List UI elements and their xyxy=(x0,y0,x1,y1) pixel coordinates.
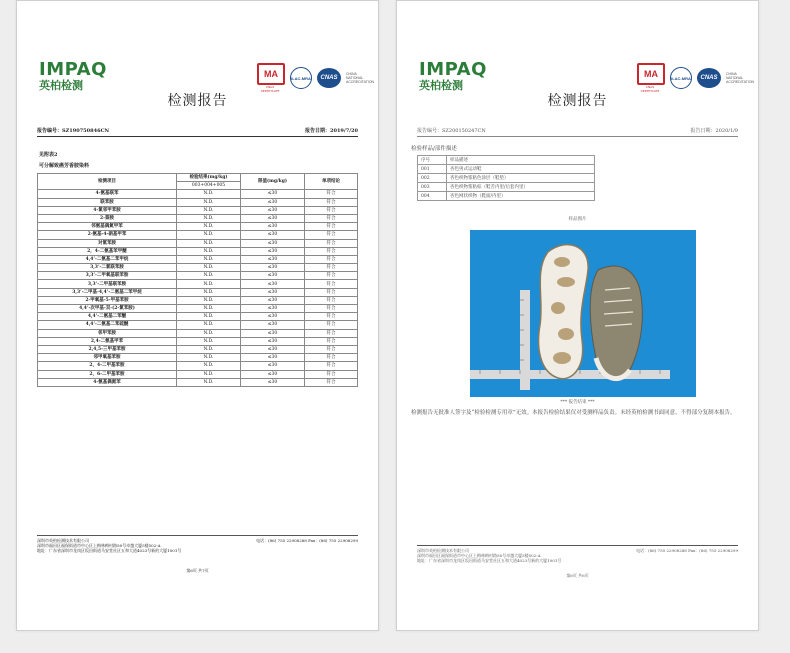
report-title: 检测报告 xyxy=(547,93,608,109)
item-cell: 邻氨基偶氮甲苯 xyxy=(38,223,177,231)
footer-address-2: 地址：广东省深圳市龙岗区坂田街道马安堂社区五和大道4023号新的大厦1001号 xyxy=(417,558,562,564)
limit-cell: ≤30 xyxy=(241,214,305,222)
report-meta xyxy=(417,127,738,137)
item-cell: 邻甲苯胺 xyxy=(38,329,177,337)
sample-row xyxy=(418,174,595,183)
limit-cell: ≤30 xyxy=(241,247,305,255)
conclusion-cell: 符合 xyxy=(305,337,358,345)
samples-body xyxy=(418,156,595,201)
table-row xyxy=(38,378,358,386)
sample-desc-cell: 杏色织物浆粘色涂层（鞋垫） xyxy=(447,174,595,183)
logo-brand: IMPAQ xyxy=(39,59,107,80)
limit-cell: ≤30 xyxy=(241,305,305,313)
result-cell: N.D. xyxy=(177,321,241,329)
limit-cell: ≤30 xyxy=(241,337,305,345)
report-title: 检测报告 xyxy=(167,93,228,109)
col-limit-header: 限值(mg/kg) xyxy=(241,174,305,190)
table-row xyxy=(38,198,358,206)
report-number: 报告编号：SZ200150247CN xyxy=(417,128,486,134)
footer-contact: 电话：(86) 755 22908288 Fax：(86) 755 22908299 xyxy=(636,548,738,553)
result-cell: N.D. xyxy=(177,255,241,263)
results-body xyxy=(38,190,358,387)
footer-address-2: 地址：广东省深圳市龙岗区坂田街道马安堂社区五和大道4023号新的大厦1001号 xyxy=(37,548,182,554)
result-cell: N.D. xyxy=(177,362,241,370)
result-cell: N.D. xyxy=(177,280,241,288)
page-footer xyxy=(417,545,738,564)
item-cell: 3,3’-二氯联苯胺 xyxy=(38,264,177,272)
limit-cell: ≤30 xyxy=(241,206,305,214)
disclaimer: 检测报告无批准人签字及“检验检测专用章”无效。本报告检验结果仅对受测样品负责。未经英柏检测书面同意，不得部分复制本报告。 xyxy=(411,410,736,416)
ilac-mra-icon: ILAC-MRA xyxy=(290,67,312,89)
conclusion-cell: 符合 xyxy=(305,370,358,378)
attachment-label: 见附表2 xyxy=(39,152,58,158)
sample-row xyxy=(418,183,595,192)
logo-brand: IMPAQ xyxy=(419,59,487,80)
item-cell: 3,3’-二甲基-4,4’-二氨基二苯甲烷 xyxy=(38,288,177,296)
table-row xyxy=(38,345,358,353)
table-row xyxy=(38,337,358,345)
item-cell: 2-氨基-4-硝基甲苯 xyxy=(38,231,177,239)
result-cell: N.D. xyxy=(177,239,241,247)
item-cell: 2，4-二甲基苯胺 xyxy=(38,362,177,370)
conclusion-cell: 符合 xyxy=(305,198,358,206)
item-cell: 2,4,5-三甲基苯胺 xyxy=(38,345,177,353)
item-cell: 4,4’-二氨基二苯醚 xyxy=(38,313,177,321)
samples-heading: 检验样品/部件描述 xyxy=(411,146,457,152)
result-cell: N.D. xyxy=(177,247,241,255)
result-cell: N.D. xyxy=(177,305,241,313)
item-cell: 对氯苯胺 xyxy=(38,239,177,247)
table-row xyxy=(38,329,358,337)
sample-row xyxy=(418,192,595,201)
cma-seal-icon: MA xyxy=(637,63,665,85)
conclusion-cell: 符合 xyxy=(305,329,358,337)
report-date: 报告日期：2019/7/20 xyxy=(304,128,358,134)
table-row xyxy=(38,190,358,198)
result-cell: N.D. xyxy=(177,337,241,345)
cnas-seal-icon: CNAS xyxy=(697,68,721,88)
item-cell: 3,3’-二甲氧基联苯胺 xyxy=(38,272,177,280)
item-cell: 4-氨基联苯 xyxy=(38,190,177,198)
limit-cell: ≤30 xyxy=(241,231,305,239)
limit-cell: ≤30 xyxy=(241,198,305,206)
table-row xyxy=(38,223,358,231)
result-cell: N.D. xyxy=(177,231,241,239)
results-table xyxy=(37,173,358,387)
result-cell: N.D. xyxy=(177,190,241,198)
result-cell: N.D. xyxy=(177,223,241,231)
item-cell: 2,4-二氨基甲苯 xyxy=(38,337,177,345)
company-logo xyxy=(419,61,487,92)
sample-desc-cell: 杏色织物浆粘棕（鞋舌内里/后套内里） xyxy=(447,183,595,192)
item-cell: 4-氯邻甲苯胺 xyxy=(38,206,177,214)
limit-cell: ≤30 xyxy=(241,329,305,337)
limit-cell: ≤30 xyxy=(241,280,305,288)
limit-cell: ≤30 xyxy=(241,362,305,370)
limit-cell: ≤30 xyxy=(241,321,305,329)
limit-cell: ≤30 xyxy=(241,370,305,378)
result-cell: N.D. xyxy=(177,313,241,321)
col-no-header: 序号 xyxy=(418,156,447,165)
table-header-row xyxy=(38,174,358,182)
table-row xyxy=(38,370,358,378)
limit-cell: ≤30 xyxy=(241,378,305,386)
table-row xyxy=(38,321,358,329)
end-of-report: *** 报告结束 *** xyxy=(560,400,595,405)
page-number: 第6页 共7页 xyxy=(186,568,209,573)
result-cell: N.D. xyxy=(177,288,241,296)
sample-photo xyxy=(470,230,696,397)
report-page-right xyxy=(396,0,759,631)
limit-cell: ≤30 xyxy=(241,223,305,231)
cnas-caption: CHINA NATIONAL ACCREDITATION xyxy=(726,72,755,84)
result-cell: N.D. xyxy=(177,354,241,362)
conclusion-cell: 符合 xyxy=(305,280,358,288)
samples-header-row xyxy=(418,156,595,165)
table-row xyxy=(38,206,358,214)
certification-marks xyxy=(637,63,755,93)
col-result-header: 检验结果(mg/kg) xyxy=(177,174,241,182)
conclusion-cell: 符合 xyxy=(305,272,358,280)
table-row xyxy=(38,313,358,321)
item-cell: 联苯胺 xyxy=(38,198,177,206)
item-cell: 邻甲氧基苯胺 xyxy=(38,354,177,362)
table-row xyxy=(38,247,358,255)
result-cell: N.D. xyxy=(177,264,241,272)
sample-no-cell: 003 xyxy=(418,183,447,192)
cma-caption: CNAS CERTIFICATE xyxy=(640,85,660,93)
limit-cell: ≤30 xyxy=(241,296,305,304)
table-row xyxy=(38,280,358,288)
limit-cell: ≤30 xyxy=(241,239,305,247)
result-cell: N.D. xyxy=(177,329,241,337)
sample-row xyxy=(418,165,595,174)
conclusion-cell: 符合 xyxy=(305,214,358,222)
table-row xyxy=(38,239,358,247)
table-row xyxy=(38,255,358,263)
table-row xyxy=(38,214,358,222)
report-meta xyxy=(37,127,358,137)
conclusion-cell: 符合 xyxy=(305,255,358,263)
item-cell: 4,4’-二氨基二苯硫醚 xyxy=(38,321,177,329)
item-cell: 4-氨基偶氮苯 xyxy=(38,378,177,386)
limit-cell: ≤30 xyxy=(241,264,305,272)
footer-company: 深圳市英柏检测技术有限公司 xyxy=(37,538,89,543)
item-cell: 2，6-二甲基苯胺 xyxy=(38,370,177,378)
table-row xyxy=(38,231,358,239)
item-cell: 4,4’-二氨基二苯甲烷 xyxy=(38,255,177,263)
table-row xyxy=(38,296,358,304)
result-cell: N.D. xyxy=(177,198,241,206)
result-cell: N.D. xyxy=(177,296,241,304)
photo-caption: 样品图片 xyxy=(568,217,587,222)
sample-desc-cell: 杏色男式运动鞋 xyxy=(447,165,595,174)
col-item-header: 检测项目 xyxy=(38,174,177,190)
footer-contact: 电话：(86) 755 22908288 Fax：(86) 755 22908299 xyxy=(256,538,358,543)
result-cell: N.D. xyxy=(177,345,241,353)
conclusion-cell: 符合 xyxy=(305,345,358,353)
conclusion-cell: 符合 xyxy=(305,378,358,386)
page-footer xyxy=(37,535,358,554)
conclusion-cell: 符合 xyxy=(305,239,358,247)
test-subject: 可分解致癌芳香胺染料 xyxy=(39,163,90,169)
result-cell: N.D. xyxy=(177,206,241,214)
logo-subtitle: 英柏检测 xyxy=(419,79,463,92)
cma-caption: CNAS CERTIFICATE xyxy=(260,85,280,93)
limit-cell: ≤30 xyxy=(241,354,305,362)
result-cell: N.D. xyxy=(177,214,241,222)
conclusion-cell: 符合 xyxy=(305,354,358,362)
conclusion-cell: 符合 xyxy=(305,231,358,239)
cnas-seal-icon: CNAS xyxy=(317,68,341,88)
limit-cell: ≤30 xyxy=(241,255,305,263)
conclusion-cell: 符合 xyxy=(305,296,358,304)
conclusion-cell: 符合 xyxy=(305,206,358,214)
conclusion-cell: 符合 xyxy=(305,288,358,296)
certification-marks xyxy=(257,63,375,93)
report-page-left xyxy=(16,0,379,631)
item-cell: 2-萘胺 xyxy=(38,214,177,222)
footer-company: 深圳市英柏检测技术有限公司 xyxy=(417,548,469,553)
table-row xyxy=(38,305,358,313)
item-cell: 2，4-二氨基苯甲醚 xyxy=(38,247,177,255)
logo-subtitle: 英柏检测 xyxy=(39,79,83,92)
item-cell: 2-甲氧基-5-甲基苯胺 xyxy=(38,296,177,304)
result-cell: N.D. xyxy=(177,272,241,280)
table-row xyxy=(38,288,358,296)
item-cell: 4,4’-次甲基-双-(2-氯苯胺) xyxy=(38,305,177,313)
sample-desc-cell: 杏色网状织物（鞋面/内里） xyxy=(447,192,595,201)
conclusion-cell: 符合 xyxy=(305,321,358,329)
table-row xyxy=(38,264,358,272)
conclusion-cell: 符合 xyxy=(305,313,358,321)
limit-cell: ≤30 xyxy=(241,313,305,321)
sample-no-cell: 002 xyxy=(418,174,447,183)
cma-seal-icon: MA xyxy=(257,63,285,85)
table-row xyxy=(38,354,358,362)
limit-cell: ≤30 xyxy=(241,272,305,280)
conclusion-cell: 符合 xyxy=(305,362,358,370)
page-number: 第6页 共6页 xyxy=(566,573,589,578)
report-date: 报告日期：2020/1/9 xyxy=(690,128,738,134)
company-logo xyxy=(39,61,107,92)
limit-cell: ≤30 xyxy=(241,190,305,198)
limit-cell: ≤30 xyxy=(241,288,305,296)
table-row xyxy=(38,362,358,370)
limit-cell: ≤30 xyxy=(241,345,305,353)
result-cell: N.D. xyxy=(177,370,241,378)
conclusion-cell: 符合 xyxy=(305,223,358,231)
item-cell: 3,3’-二甲基联苯胺 xyxy=(38,280,177,288)
footer-address-1: 深圳市福田区福保街道市中心区上梅林梅村路58号卓越大厦5楼502-A xyxy=(417,553,541,559)
col-desc-header: 样品描述 xyxy=(447,156,595,165)
conclusion-cell: 符合 xyxy=(305,264,358,272)
col-conclusion-header: 单项结论 xyxy=(305,174,358,190)
conclusion-cell: 符合 xyxy=(305,305,358,313)
report-number: 报告编号：SZ190750846CN xyxy=(37,128,110,134)
col-sample-header: 003+004+005 xyxy=(177,182,241,190)
sample-no-cell: 004 xyxy=(418,192,447,201)
ilac-mra-icon: ILAC-MRA xyxy=(670,67,692,89)
conclusion-cell: 符合 xyxy=(305,247,358,255)
conclusion-cell: 符合 xyxy=(305,190,358,198)
shoe-photo-illustration xyxy=(470,230,696,397)
footer-address-1: 深圳市福田区福保街道市中心区上梅林梅村路58号卓越大厦5楼502-A xyxy=(37,543,161,549)
table-row xyxy=(38,272,358,280)
sample-no-cell: 001 xyxy=(418,165,447,174)
cnas-caption: CHINA NATIONAL ACCREDITATION xyxy=(346,72,375,84)
samples-table xyxy=(417,155,595,201)
result-cell: N.D. xyxy=(177,378,241,386)
